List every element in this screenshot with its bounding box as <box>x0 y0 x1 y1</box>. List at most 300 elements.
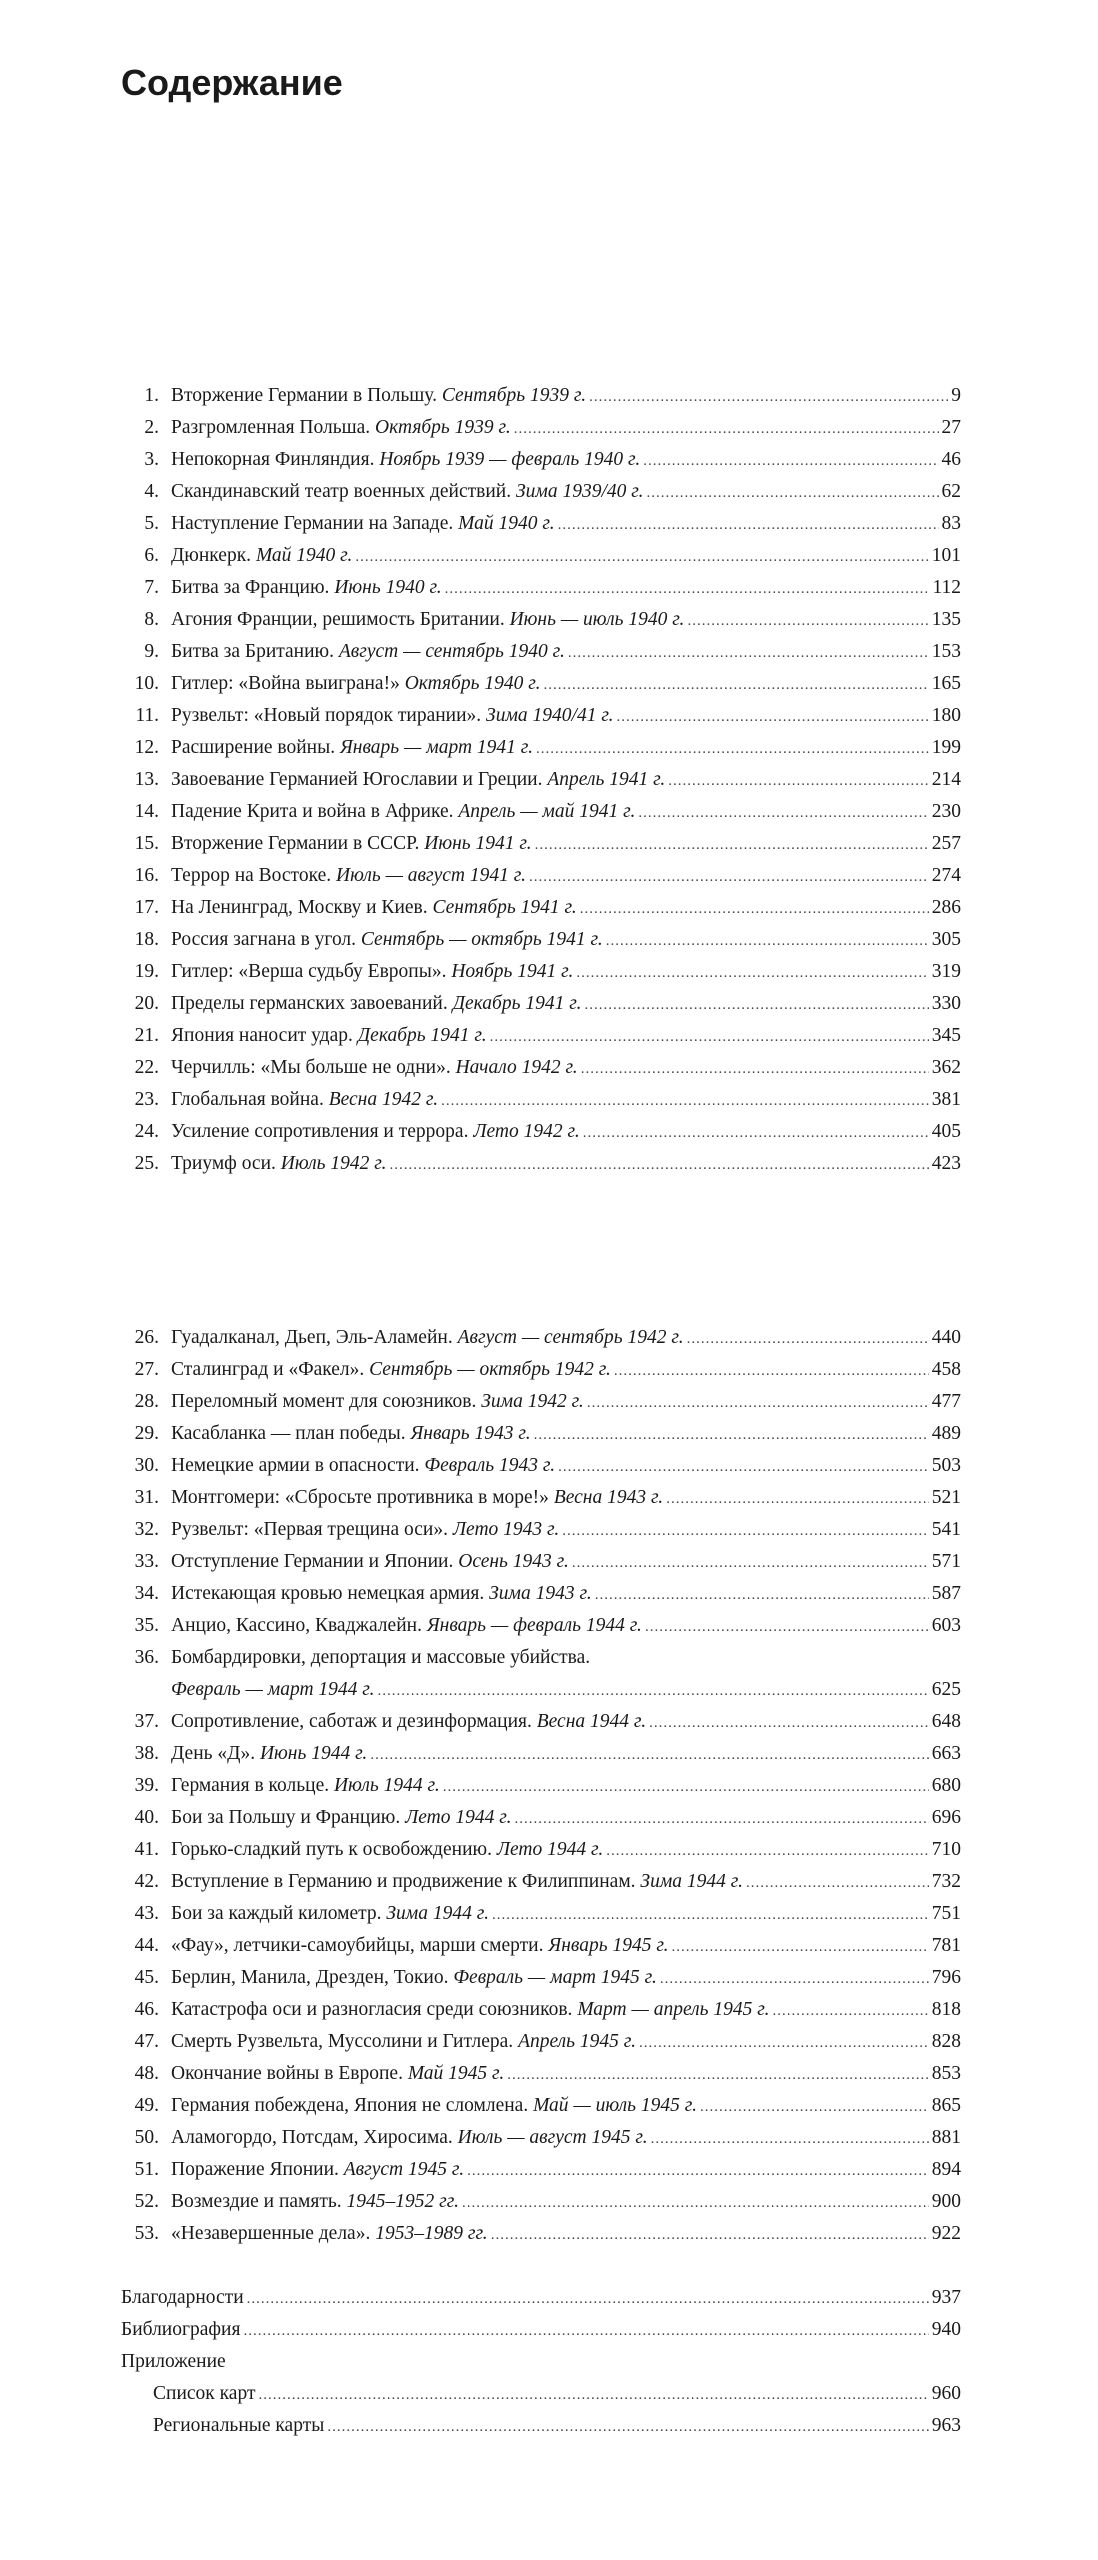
entry-page: 330 <box>931 993 961 1014</box>
entry-page: 135 <box>931 609 961 630</box>
entry-date: Лето 1944 г. <box>405 1807 512 1828</box>
entry-number: 40. <box>134 1807 159 1828</box>
entry-page: 153 <box>931 641 961 662</box>
dot-leader <box>589 381 948 413</box>
entry-number: 11. <box>135 705 159 726</box>
entry-title: Смерть Рузвельта, Муссолини и Гитлера. <box>171 2031 514 2052</box>
dot-leader <box>687 1323 929 1355</box>
dot-leader <box>490 1021 929 1053</box>
entry-number: 20. <box>134 993 159 1014</box>
entry-title: Истекающая кровью немецкая армия. <box>171 1583 485 1604</box>
entry-number: 22. <box>134 1057 159 1078</box>
toc-entry-5 <box>121 508 961 540</box>
entry-page: 732 <box>931 1871 961 1892</box>
dot-leader <box>492 1899 929 1931</box>
entry-title: Вторжение Германии в Польшу. <box>171 385 437 406</box>
entry-number: 27. <box>134 1359 159 1380</box>
entry-date: Лето 1944 г. <box>496 1839 604 1860</box>
entry-date: Май 1945 г. <box>407 2063 505 2084</box>
entry-page: 521 <box>931 1487 961 1508</box>
toc-entry-35 <box>121 1610 961 1642</box>
entry-page: 781 <box>931 1935 961 1956</box>
dot-leader <box>389 1149 928 1181</box>
toc-entry-47 <box>121 2026 961 2058</box>
entry-number: 42. <box>134 1871 159 1892</box>
entry-page: 900 <box>931 2191 961 2212</box>
entry-title: Япония наносит удар. <box>171 1025 353 1046</box>
entry-date: Осень 1943 г. <box>458 1551 569 1572</box>
dot-leader <box>536 733 929 765</box>
toc-entry-16 <box>121 860 961 892</box>
entry-title: Черчилль: «Мы больше не одни». <box>171 1057 451 1078</box>
entry-page: 710 <box>931 1839 961 1860</box>
dot-leader <box>535 829 929 861</box>
entry-title: Отступление Германии и Японии. <box>171 1551 454 1572</box>
entry-number: 19. <box>134 961 159 982</box>
toc-entry-12 <box>121 732 961 764</box>
entry-number: 41. <box>134 1839 159 1860</box>
entry-page: 345 <box>931 1025 961 1046</box>
toc-entry-48 <box>121 2058 961 2090</box>
entry-date: Январь 1945 г. <box>548 1935 669 1956</box>
entry-date: Октябрь 1939 г. <box>375 417 511 438</box>
entry-date: Весна 1944 г. <box>536 1711 647 1732</box>
toc-entry-36 <box>121 1642 961 1674</box>
entry-date: Декабрь 1941 г. <box>357 1025 487 1046</box>
entry-page: 696 <box>931 1807 961 1828</box>
dot-leader <box>643 445 938 477</box>
entry-page: 625 <box>931 1679 961 1700</box>
entry-date: Зима 1939/40 г. <box>515 481 644 502</box>
entry-page: 963 <box>931 2415 961 2436</box>
entry-page: 405 <box>931 1121 961 1142</box>
entry-number: 37. <box>134 1711 159 1732</box>
toc-entry-27 <box>121 1354 961 1386</box>
entry-page: 503 <box>931 1455 961 1476</box>
entry-title: Террор на Востоке. <box>171 865 332 886</box>
entry-date: Июнь 1944 г. <box>259 1743 368 1764</box>
entry-page: 937 <box>931 2287 961 2308</box>
dot-leader <box>467 2155 929 2187</box>
entry-title: Поражение Японии. <box>171 2159 339 2180</box>
dot-leader <box>558 509 939 541</box>
entry-page: 214 <box>931 769 961 790</box>
entry-number: 45. <box>134 1967 159 1988</box>
toc-entry-24 <box>121 1116 961 1148</box>
entry-number: 39. <box>134 1775 159 1796</box>
dot-leader <box>576 957 928 989</box>
toc-entry-42 <box>121 1866 961 1898</box>
entry-number: 53. <box>134 2223 159 2244</box>
entry-date: Июль — август 1941 г. <box>335 865 526 886</box>
dot-leader <box>572 1547 929 1579</box>
entry-number: 32. <box>134 1519 159 1540</box>
toc-entry-40 <box>121 1802 961 1834</box>
entry-number: 14. <box>134 801 159 822</box>
entry-title: Библиография <box>121 2319 241 2340</box>
toc-entry-3 <box>121 444 961 476</box>
toc-entry-46 <box>121 1994 961 2026</box>
toc-bibliography <box>121 2314 961 2346</box>
entry-number: 25. <box>134 1153 159 1174</box>
entry-title: Сталинград и «Факел». <box>171 1359 365 1380</box>
entry-page: 27 <box>941 417 961 438</box>
toc-entry-30 <box>121 1450 961 1482</box>
dot-leader <box>515 1803 929 1835</box>
entry-page: 796 <box>931 1967 961 1988</box>
entry-date: Июль — август 1945 г. <box>457 2127 648 2148</box>
entry-date: Июнь — июль 1940 г. <box>509 609 685 630</box>
toc-entry-25 <box>121 1148 961 1180</box>
entry-title: Анцио, Кассино, Кваджалейн. <box>171 1615 422 1636</box>
entry-page: 199 <box>931 737 961 758</box>
dot-leader <box>514 413 939 445</box>
entry-page: 922 <box>931 2223 961 2244</box>
entry-date: Весна 1943 г. <box>553 1487 664 1508</box>
entry-page: 828 <box>931 2031 961 2052</box>
entry-number: 2. <box>144 417 159 438</box>
entry-title: Касабланка — план победы. <box>171 1423 406 1444</box>
entry-number: 51. <box>134 2159 159 2180</box>
toc-maps-list <box>121 2378 961 2410</box>
toc-entry-17 <box>121 892 961 924</box>
entry-title: Германия в кольце. <box>171 1775 330 1796</box>
dot-leader <box>617 701 929 733</box>
entry-page: 603 <box>931 1615 961 1636</box>
entry-date: 1953–1989 гг. <box>375 2223 488 2244</box>
toc-entry-45 <box>121 1962 961 1994</box>
entry-number: 3. <box>144 449 159 470</box>
entry-page: 940 <box>931 2319 961 2340</box>
entry-date: Весна 1942 г. <box>328 1089 439 1110</box>
dot-leader <box>595 1579 929 1611</box>
entry-date: Февраль — март 1944 г. <box>171 1679 375 1700</box>
entry-title: Аламогордо, Потсдам, Хиросима. <box>171 2127 453 2148</box>
entry-title: Падение Крита и война в Африке. <box>171 801 454 822</box>
toc-entry-36-continued <box>121 1674 961 1706</box>
entry-date: 1945–1952 гг. <box>346 2191 459 2212</box>
entry-page: 818 <box>931 1999 961 2020</box>
toc-entry-53 <box>121 2218 961 2250</box>
entry-number: 28. <box>134 1391 159 1412</box>
entry-title: Окончание войны в Европе. <box>171 2063 403 2084</box>
dot-leader <box>651 2123 929 2155</box>
dot-leader <box>649 1707 929 1739</box>
entry-date: Начало 1942 г. <box>455 1057 578 1078</box>
entry-page: 423 <box>931 1153 961 1174</box>
entry-number: 6. <box>144 545 159 566</box>
entry-title: Разгромленная Польша. <box>171 417 371 438</box>
toc-entry-2 <box>121 412 961 444</box>
entry-date: Январь 1943 г. <box>410 1423 531 1444</box>
entry-title: Горько-сладкий путь к освобождению. <box>171 1839 492 1860</box>
entry-date: Январь — март 1941 г. <box>339 737 533 758</box>
entry-title: Расширение войны. <box>171 737 336 758</box>
toc-entry-26 <box>121 1322 961 1354</box>
entry-date: Август 1945 г. <box>343 2159 465 2180</box>
entry-title: Россия загнана в угол. <box>171 929 357 950</box>
toc-entry-32 <box>121 1514 961 1546</box>
entry-title: Завоевание Германией Югославии и Греции. <box>171 769 543 790</box>
dot-leader <box>243 2315 928 2347</box>
dot-leader <box>543 669 928 701</box>
entry-title: Приложение <box>121 2351 226 2372</box>
entry-number: 5. <box>144 513 159 534</box>
entry-page: 319 <box>931 961 961 982</box>
entry-title: Скандинавский театр военных действий. <box>171 481 512 502</box>
toc-entry-7 <box>121 572 961 604</box>
dot-leader <box>746 1867 929 1899</box>
entry-date: Май 1940 г. <box>458 513 555 534</box>
dot-leader <box>668 765 928 797</box>
entry-title: Германия побеждена, Япония не сломлена. <box>171 2095 529 2116</box>
toc-entry-51 <box>121 2154 961 2186</box>
entry-date: Июль 1942 г. <box>280 1153 387 1174</box>
entry-title: Вступление в Германию и продвижение к Филиппинам. <box>171 1871 636 1892</box>
entry-title: Возмездие и память. <box>171 2191 342 2212</box>
dot-leader <box>772 1995 928 2027</box>
entry-title: Бои за Польшу и Францию. <box>171 1807 401 1828</box>
entry-number: 36. <box>134 1647 159 1668</box>
entry-page: 257 <box>931 833 961 854</box>
entry-title: Триумф оси. <box>171 1153 276 1174</box>
entry-number: 34. <box>134 1583 159 1604</box>
dot-leader <box>646 477 938 509</box>
entry-number: 35. <box>134 1615 159 1636</box>
entry-date: Апрель 1941 г. <box>547 769 666 790</box>
entry-title: Бои за каждый километр. <box>171 1903 382 1924</box>
entry-page: 853 <box>931 2063 961 2084</box>
dot-leader <box>580 893 929 925</box>
entry-date: Сентябрь — октябрь 1941 г. <box>360 929 603 950</box>
entry-number: 52. <box>134 2191 159 2212</box>
entry-date: Апрель 1945 г. <box>518 2031 636 2052</box>
entry-page: 587 <box>931 1583 961 1604</box>
entry-title: Гитлер: «Верша судьбу Европы». <box>171 961 447 982</box>
toc-entry-11 <box>121 700 961 732</box>
entry-page: 541 <box>931 1519 961 1540</box>
entry-title: Глобальная война. <box>171 1089 324 1110</box>
entry-number: 29. <box>134 1423 159 1444</box>
dot-leader <box>247 2283 929 2315</box>
entry-number: 30. <box>134 1455 159 1476</box>
dot-leader <box>687 605 928 637</box>
entry-date: Зима 1943 г. <box>489 1583 592 1604</box>
entry-date: Май 1940 г. <box>255 545 353 566</box>
entry-page: 440 <box>931 1327 961 1348</box>
dot-leader <box>355 541 928 573</box>
entry-number: 33. <box>134 1551 159 1572</box>
entry-date: Июль 1944 г. <box>334 1775 440 1796</box>
entry-number: 50. <box>134 2127 159 2148</box>
entry-number: 38. <box>134 1743 159 1764</box>
toc-entry-13 <box>121 764 961 796</box>
toc-entry-15 <box>121 828 961 860</box>
entry-date: Сентябрь — октябрь 1942 г. <box>369 1359 611 1380</box>
entry-title: «Незавершенные дела». <box>171 2223 371 2244</box>
entry-date: Сентябрь 1941 г. <box>432 897 577 918</box>
toc-entry-49 <box>121 2090 961 2122</box>
dot-leader <box>584 989 928 1021</box>
entry-title: Переломный момент для союзников. <box>171 1391 477 1412</box>
entry-number: 26. <box>134 1327 159 1348</box>
toc-entry-20 <box>121 988 961 1020</box>
entry-title: Сопротивление, саботаж и дезинформация. <box>171 1711 532 1732</box>
entry-date: Март — апрель 1945 г. <box>577 1999 770 2020</box>
entry-title: Битва за Британию. <box>171 641 334 662</box>
entry-date: Зима 1940/41 г. <box>486 705 614 726</box>
entry-page: 83 <box>941 513 961 534</box>
entry-page: 458 <box>931 1359 961 1380</box>
dot-leader <box>370 1739 928 1771</box>
dot-leader <box>606 1835 929 1867</box>
toc-entry-50 <box>121 2122 961 2154</box>
entry-date: Февраль — март 1945 г. <box>453 1967 657 1988</box>
entry-number: 46. <box>134 1999 159 2020</box>
toc-entry-22 <box>121 1052 961 1084</box>
entry-page: 881 <box>931 2127 961 2148</box>
toc-entry-33 <box>121 1546 961 1578</box>
entry-number: 49. <box>134 2095 159 2116</box>
dot-leader <box>583 1117 929 1149</box>
entry-page: 9 <box>951 385 961 406</box>
dot-leader <box>638 797 928 829</box>
entry-number: 48. <box>134 2063 159 2084</box>
toc-entry-19 <box>121 956 961 988</box>
toc-entry-14 <box>121 796 961 828</box>
toc-acknowledgements <box>121 2282 961 2314</box>
entry-title: Рузвельт: «Первая трещина оси». <box>171 1519 448 1540</box>
entry-title: Катастрофа оси и разногласия среди союзников. <box>171 1999 573 2020</box>
entry-number: 16. <box>134 865 159 886</box>
toc-entry-10 <box>121 668 961 700</box>
toc-entry-29 <box>121 1418 961 1450</box>
entry-title: Усиление сопротивления и террора. <box>171 1121 469 1142</box>
entry-title: Битва за Францию. <box>171 577 330 598</box>
dot-leader <box>614 1355 929 1387</box>
entry-title: Региональные карты <box>153 2415 325 2436</box>
dot-leader <box>378 1675 929 1707</box>
dot-leader <box>507 2059 928 2091</box>
entry-page: 286 <box>931 897 961 918</box>
entry-number: 43. <box>134 1903 159 1924</box>
entry-date: Январь — февраль 1944 г. <box>426 1615 642 1636</box>
entry-date: Август — сентябрь 1940 г. <box>338 641 565 662</box>
entry-page: 230 <box>931 801 961 822</box>
entry-title: Дюнкерк. <box>171 545 252 566</box>
dot-leader <box>568 637 929 669</box>
entry-title: Немецкие армии в опасности. <box>171 1455 420 1476</box>
dot-leader <box>491 2219 929 2251</box>
toc-entry-37 <box>121 1706 961 1738</box>
toc-entry-8 <box>121 604 961 636</box>
entry-title: На Ленинград, Москву и Киев. <box>171 897 428 918</box>
dot-leader <box>258 2379 928 2411</box>
entry-number: 15. <box>134 833 159 854</box>
entry-page: 165 <box>931 673 961 694</box>
entry-page: 180 <box>931 705 961 726</box>
entry-number: 47. <box>134 2031 159 2052</box>
toc-entry-18 <box>121 924 961 956</box>
entry-date: Сентябрь 1939 г. <box>441 385 587 406</box>
dot-leader <box>672 1931 929 1963</box>
entry-title: Берлин, Манила, Дрезден, Токио. <box>171 1967 449 1988</box>
dot-leader <box>327 2411 928 2443</box>
dot-leader <box>529 861 929 893</box>
toc-entry-1 <box>121 380 961 412</box>
toc-entry-9 <box>121 636 961 668</box>
dot-leader <box>445 573 930 605</box>
entry-number: 12. <box>134 737 159 758</box>
entry-number: 8. <box>144 609 159 630</box>
entry-date: Октябрь 1940 г. <box>404 673 541 694</box>
toc-entry-52 <box>121 2186 961 2218</box>
entry-date: Май — июль 1945 г. <box>533 2095 697 2116</box>
entry-date: Апрель — май 1941 г. <box>458 801 636 822</box>
entry-date: Зима 1944 г. <box>640 1871 743 1892</box>
entry-number: 31. <box>134 1487 159 1508</box>
entry-page: 571 <box>931 1551 961 1572</box>
entry-page: 46 <box>941 449 961 470</box>
entry-number: 24. <box>134 1121 159 1142</box>
toc-entry-28 <box>121 1386 961 1418</box>
toc-entry-31 <box>121 1482 961 1514</box>
entry-page: 680 <box>931 1775 961 1796</box>
toc-entry-44 <box>121 1930 961 1962</box>
toc-entry-6 <box>121 540 961 572</box>
entry-number: 23. <box>134 1089 159 1110</box>
entry-page: 960 <box>931 2383 961 2404</box>
entry-number: 13. <box>134 769 159 790</box>
entry-number: 21. <box>134 1025 159 1046</box>
entry-page: 112 <box>932 577 961 598</box>
toc-entry-34 <box>121 1578 961 1610</box>
entry-title: Список карт <box>153 2383 256 2404</box>
entry-date: Июнь 1940 г. <box>334 577 442 598</box>
entry-title: «Фау», летчики-самоубийцы, марши смерти. <box>171 1935 544 1956</box>
entry-date: Июнь 1941 г. <box>424 833 532 854</box>
entry-date: Ноябрь 1939 — февраль 1940 г. <box>379 449 641 470</box>
entry-date: Зима 1942 г. <box>481 1391 584 1412</box>
toc-entry-4 <box>121 476 961 508</box>
entry-date: Ноябрь 1941 г. <box>451 961 574 982</box>
entry-page: 489 <box>931 1423 961 1444</box>
page-title: Содержание <box>121 62 343 103</box>
dot-leader <box>700 2091 929 2123</box>
entry-title: Непокорная Финляндия. <box>171 449 375 470</box>
dot-leader <box>587 1387 929 1419</box>
entry-title: Благодарности <box>121 2287 244 2308</box>
entry-number: 4. <box>144 481 159 502</box>
entry-date: Декабрь 1941 г. <box>452 993 582 1014</box>
entry-page: 751 <box>931 1903 961 1924</box>
entry-page: 894 <box>931 2159 961 2180</box>
dot-leader <box>581 1053 929 1085</box>
dot-leader <box>562 1515 928 1547</box>
entry-title: День «Д». <box>171 1743 256 1764</box>
entry-page: 477 <box>931 1391 961 1412</box>
toc-entry-21 <box>121 1020 961 1052</box>
entry-page: 101 <box>931 545 961 566</box>
entry-page: 305 <box>931 929 961 950</box>
entry-number: 10. <box>134 673 159 694</box>
entry-page: 865 <box>931 2095 961 2116</box>
dot-leader <box>443 1771 929 1803</box>
dot-leader <box>660 1963 929 1995</box>
entry-title: Монтгомери: «Сбросьте противника в море!» <box>171 1487 549 1508</box>
entry-page: 274 <box>931 865 961 886</box>
entry-page: 62 <box>941 481 961 502</box>
